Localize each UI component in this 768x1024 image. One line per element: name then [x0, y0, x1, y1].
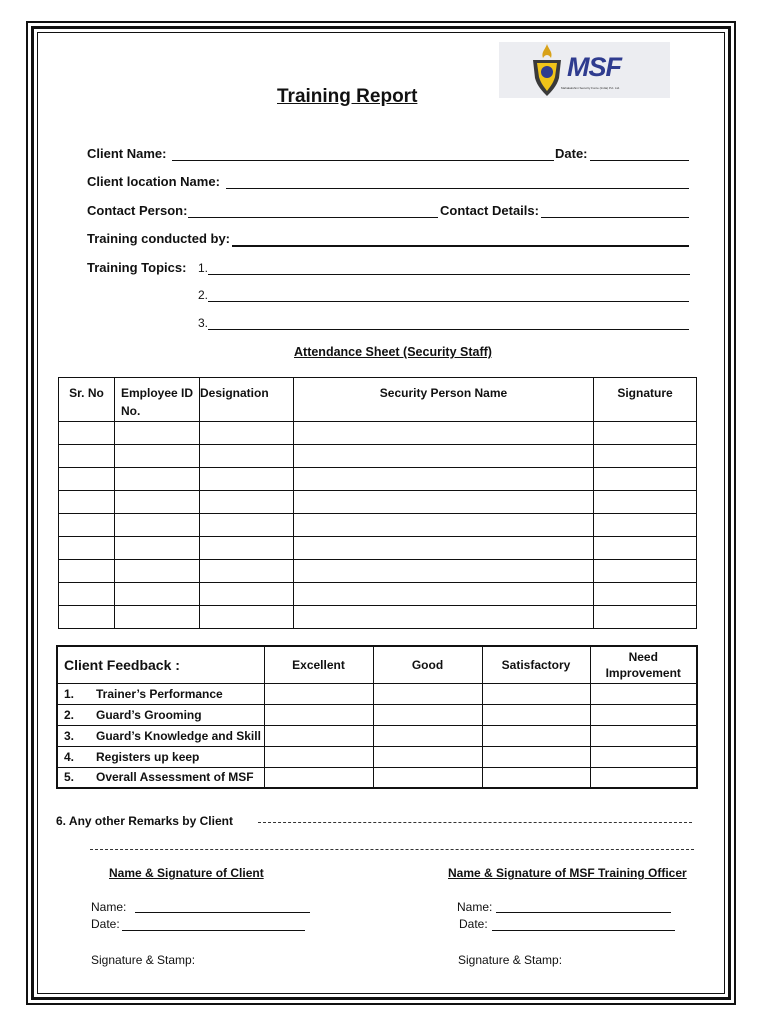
officer-signature-heading: Name & Signature of MSF Training Officer	[448, 866, 687, 880]
feedback-item-label: Guard’s Knowledge and Skill	[96, 728, 261, 743]
col-designation: Designation	[200, 378, 294, 422]
attendance-cell[interactable]	[200, 606, 294, 629]
officer-stamp-label: Signature & Stamp:	[458, 953, 563, 967]
table-row	[59, 445, 697, 468]
rating-cell[interactable]	[264, 704, 373, 725]
client-name-label: Name:	[91, 900, 127, 914]
rating-cell[interactable]	[264, 683, 373, 704]
rating-cell[interactable]	[482, 704, 590, 725]
rating-cell[interactable]	[590, 704, 697, 725]
client-sign-date-field[interactable]	[122, 930, 305, 931]
rating-cell[interactable]	[590, 683, 697, 704]
contact-details-field[interactable]	[541, 217, 689, 218]
feedback-table	[56, 645, 698, 789]
feedback-item-label: Overall Assessment of MSF	[96, 770, 254, 785]
feedback-item-number: 5.	[64, 770, 75, 785]
attendance-cell[interactable]	[294, 537, 594, 560]
rating-cell[interactable]	[482, 746, 590, 767]
attendance-cell[interactable]	[294, 468, 594, 491]
feedback-item	[57, 704, 264, 725]
attendance-title: Attendance Sheet (Security Staff)	[294, 345, 492, 359]
client-location-label: Client location Name:	[87, 174, 220, 189]
feedback-item	[57, 767, 264, 788]
table-row	[59, 583, 697, 606]
remarks-label: 6. Any other Remarks by Client	[56, 814, 233, 828]
attendance-cell[interactable]	[200, 583, 294, 606]
col-need-improvement: Need Improvement	[590, 646, 697, 683]
topic-2-field[interactable]	[208, 301, 689, 302]
msf-logo	[499, 42, 670, 98]
feedback-title: Client Feedback :	[57, 646, 264, 683]
attendance-cell[interactable]	[594, 560, 697, 583]
rating-cell[interactable]	[373, 683, 482, 704]
attendance-cell[interactable]	[294, 560, 594, 583]
attendance-cell[interactable]	[294, 422, 594, 445]
attendance-cell[interactable]	[594, 422, 697, 445]
col-signature: Signature	[594, 378, 697, 422]
shield-emblem-icon	[529, 42, 565, 98]
attendance-cell[interactable]	[294, 514, 594, 537]
feedback-item-number: 2.	[64, 707, 75, 722]
attendance-cell[interactable]	[200, 422, 294, 445]
col-good: Good	[373, 646, 482, 683]
rating-cell[interactable]	[264, 725, 373, 746]
col-satisfactory: Satisfactory	[482, 646, 590, 683]
attendance-cell[interactable]	[294, 445, 594, 468]
attendance-cell[interactable]	[594, 445, 697, 468]
attendance-cell[interactable]	[294, 491, 594, 514]
remarks-field[interactable]	[258, 822, 692, 823]
attendance-cell[interactable]	[59, 445, 115, 468]
client-location-field[interactable]	[226, 188, 689, 189]
logo-text: MSF	[567, 52, 621, 82]
attendance-cell[interactable]	[59, 514, 115, 537]
officer-sign-date-field[interactable]	[492, 930, 675, 931]
feedback-row	[57, 767, 697, 788]
feedback-item	[57, 683, 264, 704]
client-name-field[interactable]	[172, 160, 554, 161]
attendance-cell[interactable]	[115, 445, 200, 468]
col-excellent: Excellent	[264, 646, 373, 683]
rating-cell[interactable]	[482, 767, 590, 788]
logo-tagline: Mahalakshmi Security Force (India) Pvt. Ltd.	[561, 86, 621, 90]
attendance-cell[interactable]	[115, 583, 200, 606]
attendance-cell[interactable]	[59, 606, 115, 629]
attendance-cell[interactable]	[59, 491, 115, 514]
topic-number: 2.	[198, 288, 209, 302]
rating-cell[interactable]	[482, 725, 590, 746]
col-employee-id: Employee ID No.	[115, 378, 200, 422]
attendance-cell[interactable]	[594, 537, 697, 560]
attendance-cell[interactable]	[200, 560, 294, 583]
attendance-cell[interactable]	[200, 537, 294, 560]
feedback-row	[57, 683, 697, 704]
feedback-item-label: Trainer’s Performance	[96, 686, 223, 701]
attendance-cell[interactable]	[59, 537, 115, 560]
table-row	[59, 491, 697, 514]
col-person-name: Security Person Name	[294, 378, 594, 422]
feedback-row	[57, 746, 697, 767]
attendance-cell[interactable]	[59, 468, 115, 491]
table-row	[59, 537, 697, 560]
feedback-item	[57, 746, 264, 767]
attendance-rows	[59, 422, 697, 629]
table-row	[59, 468, 697, 491]
client-name-label: Client Name:	[87, 146, 167, 161]
table-row	[59, 560, 697, 583]
feedback-row	[57, 704, 697, 725]
attendance-cell[interactable]	[115, 537, 200, 560]
feedback-item-number: 1.	[64, 686, 75, 701]
conducted-by-label: Training conducted by:	[87, 231, 231, 246]
client-sign-name-field[interactable]	[135, 912, 310, 913]
attendance-cell[interactable]	[594, 491, 697, 514]
rating-cell[interactable]	[373, 767, 482, 788]
topic-number: 1.	[198, 261, 209, 275]
contact-person-field[interactable]	[188, 217, 438, 218]
attendance-cell[interactable]	[115, 468, 200, 491]
attendance-cell[interactable]	[200, 468, 294, 491]
attendance-cell[interactable]	[594, 583, 697, 606]
rating-cell[interactable]	[590, 746, 697, 767]
officer-date-label: Date:	[459, 917, 488, 931]
attendance-cell[interactable]	[59, 583, 115, 606]
attendance-cell[interactable]	[115, 491, 200, 514]
contact-details-label: Contact Details:	[440, 203, 539, 218]
client-date-label: Date:	[91, 917, 120, 931]
topic-1-field[interactable]	[208, 274, 690, 275]
attendance-cell[interactable]	[115, 422, 200, 445]
attendance-cell[interactable]	[59, 422, 115, 445]
topic-number: 3.	[198, 316, 209, 330]
rating-cell[interactable]	[590, 725, 697, 746]
date-field[interactable]	[590, 160, 689, 161]
attendance-table	[58, 377, 697, 629]
date-label: Date:	[555, 146, 588, 161]
attendance-cell[interactable]	[594, 514, 697, 537]
table-row	[59, 422, 697, 445]
attendance-cell[interactable]	[200, 491, 294, 514]
rating-cell[interactable]	[373, 704, 482, 725]
training-topics-label: Training Topics:	[87, 260, 187, 275]
attendance-cell[interactable]	[294, 583, 594, 606]
table-row	[59, 606, 697, 629]
rating-cell[interactable]	[264, 767, 373, 788]
feedback-rows	[57, 683, 697, 788]
rating-cell[interactable]	[482, 683, 590, 704]
feedback-row	[57, 725, 697, 746]
contact-person-label: Contact Person:	[87, 203, 188, 218]
attendance-cell[interactable]	[294, 606, 594, 629]
attendance-cell[interactable]	[115, 606, 200, 629]
attendance-cell[interactable]	[200, 514, 294, 537]
attendance-cell[interactable]	[59, 560, 115, 583]
feedback-item-label: Registers up keep	[96, 749, 200, 764]
feedback-item-number: 3.	[64, 728, 75, 743]
rating-cell[interactable]	[373, 725, 482, 746]
topic-3-field[interactable]	[208, 329, 689, 330]
table-row	[59, 514, 697, 537]
col-sr-no: Sr. No	[59, 378, 115, 422]
feedback-item	[57, 725, 264, 746]
rating-cell[interactable]	[373, 746, 482, 767]
officer-sign-name-field[interactable]	[496, 912, 671, 913]
client-signature-heading: Name & Signature of Client	[109, 866, 264, 880]
feedback-item-number: 4.	[64, 749, 75, 764]
rating-cell[interactable]	[590, 767, 697, 788]
attendance-cell[interactable]	[115, 560, 200, 583]
attendance-cell[interactable]	[115, 514, 200, 537]
rating-cell[interactable]	[264, 746, 373, 767]
client-stamp-label: Signature & Stamp:	[91, 953, 196, 967]
remarks-field-2[interactable]	[90, 849, 694, 850]
attendance-cell[interactable]	[594, 606, 697, 629]
officer-name-label: Name:	[457, 900, 493, 914]
page-title: Training Report	[277, 86, 418, 107]
attendance-cell[interactable]	[594, 468, 697, 491]
conducted-by-field[interactable]	[232, 245, 689, 247]
attendance-cell[interactable]	[200, 445, 294, 468]
feedback-item-label: Guard’s Grooming	[96, 707, 202, 722]
